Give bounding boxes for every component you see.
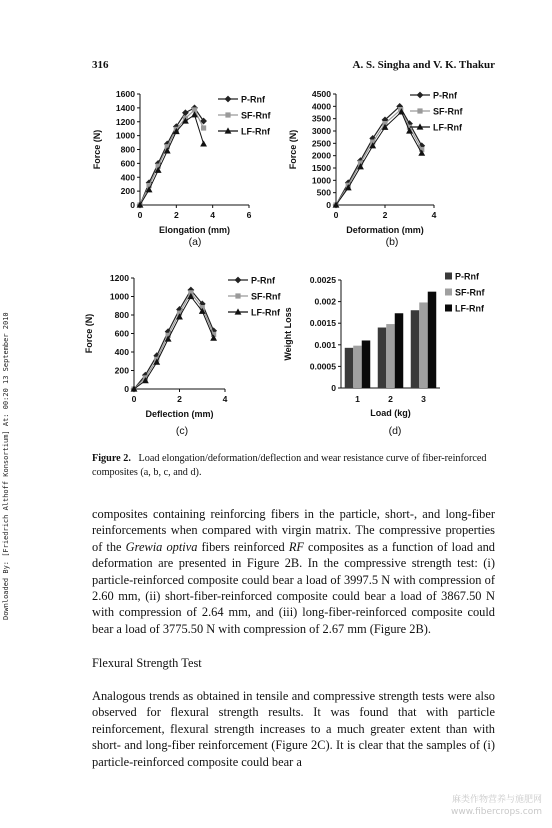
y-tick-label: 0 (326, 200, 331, 210)
y-tick-label: 4500 (311, 89, 331, 99)
legend-label: SF-Rnf (241, 110, 271, 121)
x-axis-label: Deflection (mm) (145, 409, 214, 419)
data-point (200, 140, 207, 146)
subfigure-label: (a) (188, 236, 202, 248)
y-tick-label: 800 (120, 144, 135, 155)
x-tick-label: 4 (222, 394, 228, 404)
running-head: A. S. Singha and V. K. Thakur (352, 59, 495, 71)
y-tick-label: 200 (114, 365, 129, 376)
legend-label: LF-Rnf (241, 126, 270, 137)
bar (419, 302, 428, 388)
y-tick-label: 1600 (115, 89, 135, 99)
y-tick-label: 1200 (109, 273, 129, 283)
data-point (201, 125, 206, 130)
para1-text-c: composites as a function of load and deformation are presented in Figure 2B. In the compressive strength test: (i) particle-reinforced composite could bear a load of 3997.5 N with compression of 2.60 mm, (ii) short-fiber-reinforced composite could bear a load of 3867.50 N with compression of 2.64 mm, and (iii) long-fiber-reinforced composite could bear a load of 3775.50 N with compression of 2.67 mm (Figure 2B). (92, 539, 495, 636)
legend-marker (417, 92, 424, 99)
legend-label: LF-Rnf (433, 122, 462, 133)
bar (411, 310, 420, 388)
para1-italic-rf: RF (288, 539, 304, 554)
chart-c (84, 273, 281, 437)
y-tick-label: 0.002 (314, 296, 336, 307)
y-tick-label: 0.0005 (309, 361, 336, 372)
y-tick-label: 400 (120, 172, 135, 183)
y-tick-label: 4000 (311, 101, 331, 112)
y-tick-label: 2500 (311, 138, 331, 149)
x-tick-label: 2 (388, 394, 393, 404)
y-axis-label: Force (N) (84, 313, 94, 354)
y-axis-label: Weight Loss (283, 307, 293, 361)
y-tick-label: 0 (124, 384, 129, 394)
y-tick-label: 1500 (311, 163, 331, 173)
x-tick-label: 6 (246, 210, 252, 220)
y-tick-label: 1000 (109, 291, 129, 302)
x-tick-label: 0 (137, 210, 143, 220)
bar (362, 340, 371, 388)
legend-marker (225, 112, 230, 117)
para1-text-b: fibers reinforced (197, 539, 289, 554)
y-tick-label: 0.0015 (309, 318, 336, 329)
legend-marker (235, 293, 240, 298)
y-tick-label: 1000 (115, 130, 135, 141)
legend-swatch (445, 305, 452, 312)
bar (378, 328, 387, 388)
figure-caption (92, 452, 495, 480)
y-tick-label: 1000 (311, 175, 331, 186)
x-axis-label: Load (kg) (370, 408, 411, 418)
x-axis-label: Deformation (mm) (346, 225, 424, 235)
legend-marker (225, 96, 232, 103)
caption-label: Figure 2. (92, 453, 131, 464)
y-tick-label: 800 (114, 310, 129, 320)
legend-label: P-Rnf (251, 275, 275, 286)
y-axis-label: Force (N) (92, 129, 102, 170)
x-axis-label: Elongation (mm) (159, 225, 230, 235)
watermark-line-1: 麻类作物营养与施肥网 (451, 795, 542, 805)
section-heading: Flexural Strength Test (92, 656, 202, 670)
watermark-line-2: www.fibercrops.com (451, 807, 542, 817)
legend-marker (235, 277, 242, 284)
legend-label: SF-Rnf (251, 291, 281, 302)
y-tick-label: 400 (114, 347, 129, 357)
bar (395, 313, 404, 388)
legend-label: LF-Rnf (251, 307, 280, 318)
legend-swatch (445, 289, 452, 296)
y-axis-label: Force (N) (288, 129, 298, 170)
chart-b (288, 89, 463, 248)
legend-label: P-Rnf (241, 94, 265, 105)
caption-text: Load elongation/deformation/deflection and wear resistance curve of fiber-reinforced composites (a, b, c, and d). (92, 453, 487, 478)
subfigure-label: (d) (388, 425, 402, 437)
y-tick-label: 0.001 (314, 339, 336, 350)
page-number: 316 (92, 59, 109, 71)
legend-swatch (445, 273, 452, 280)
y-tick-label: 1400 (115, 102, 135, 113)
bar (353, 346, 362, 388)
data-point (182, 109, 189, 116)
chart-d (283, 272, 485, 438)
paragraph-1 (92, 506, 495, 637)
y-tick-label: 3500 (311, 113, 331, 124)
x-tick-label: 3 (421, 394, 426, 404)
y-tick-label: 0 (130, 200, 135, 210)
y-tick-label: 500 (316, 187, 331, 198)
watermark (451, 794, 542, 818)
paragraph-2: Analogous trends as obtained in tensile and compressive strength tests were also observed for flexural strength results. It was found that with particle reinforcement, flexural strength increases to a much greater extent than with short- and long-fiber reinforcement (Figure 2C). It is clear that the samples of (i) particle-reinforced composite could bear a (92, 689, 495, 769)
y-tick-label: 200 (120, 186, 135, 197)
x-tick-label: 2 (177, 394, 182, 404)
y-tick-label: 600 (120, 158, 135, 169)
bar (386, 324, 395, 388)
subfigure-label: (c) (175, 425, 189, 437)
legend-label: P-Rnf (455, 271, 479, 282)
bar (428, 292, 437, 388)
legend-label: P-Rnf (433, 90, 457, 101)
legend-label: SF-Rnf (455, 287, 485, 298)
download-stamp-text: Downloaded By: [Friedrich Althoff Konsortium] At: 00:20 13 September 2010 (2, 312, 10, 620)
y-tick-label: 2000 (311, 150, 331, 161)
x-tick-label: 4 (210, 210, 216, 220)
legend-marker (417, 108, 422, 113)
y-tick-label: 0 (331, 383, 336, 393)
x-tick-label: 0 (333, 210, 339, 220)
legend-label: LF-Rnf (455, 303, 484, 314)
subfigure-label: (b) (385, 236, 399, 248)
para1-text-a: composites containing reinforcing fibers in the particle, short-, and long-fiber reinforcements when compared with virgin matrix. The compressive properties of the (92, 507, 495, 554)
y-tick-label: 0.0025 (309, 275, 336, 285)
x-tick-label: 1 (355, 394, 360, 404)
x-tick-label: 2 (382, 210, 388, 220)
y-tick-label: 3000 (311, 126, 331, 136)
legend-label: SF-Rnf (433, 106, 463, 117)
para1-italic-species: Grewia optiva (125, 539, 198, 554)
bar (345, 348, 354, 388)
y-tick-label: 1200 (115, 116, 135, 127)
x-tick-label: 2 (173, 210, 179, 220)
x-tick-label: 0 (131, 394, 137, 404)
x-tick-label: 4 (431, 210, 437, 220)
chart-a (92, 89, 271, 248)
y-tick-label: 600 (114, 328, 129, 339)
